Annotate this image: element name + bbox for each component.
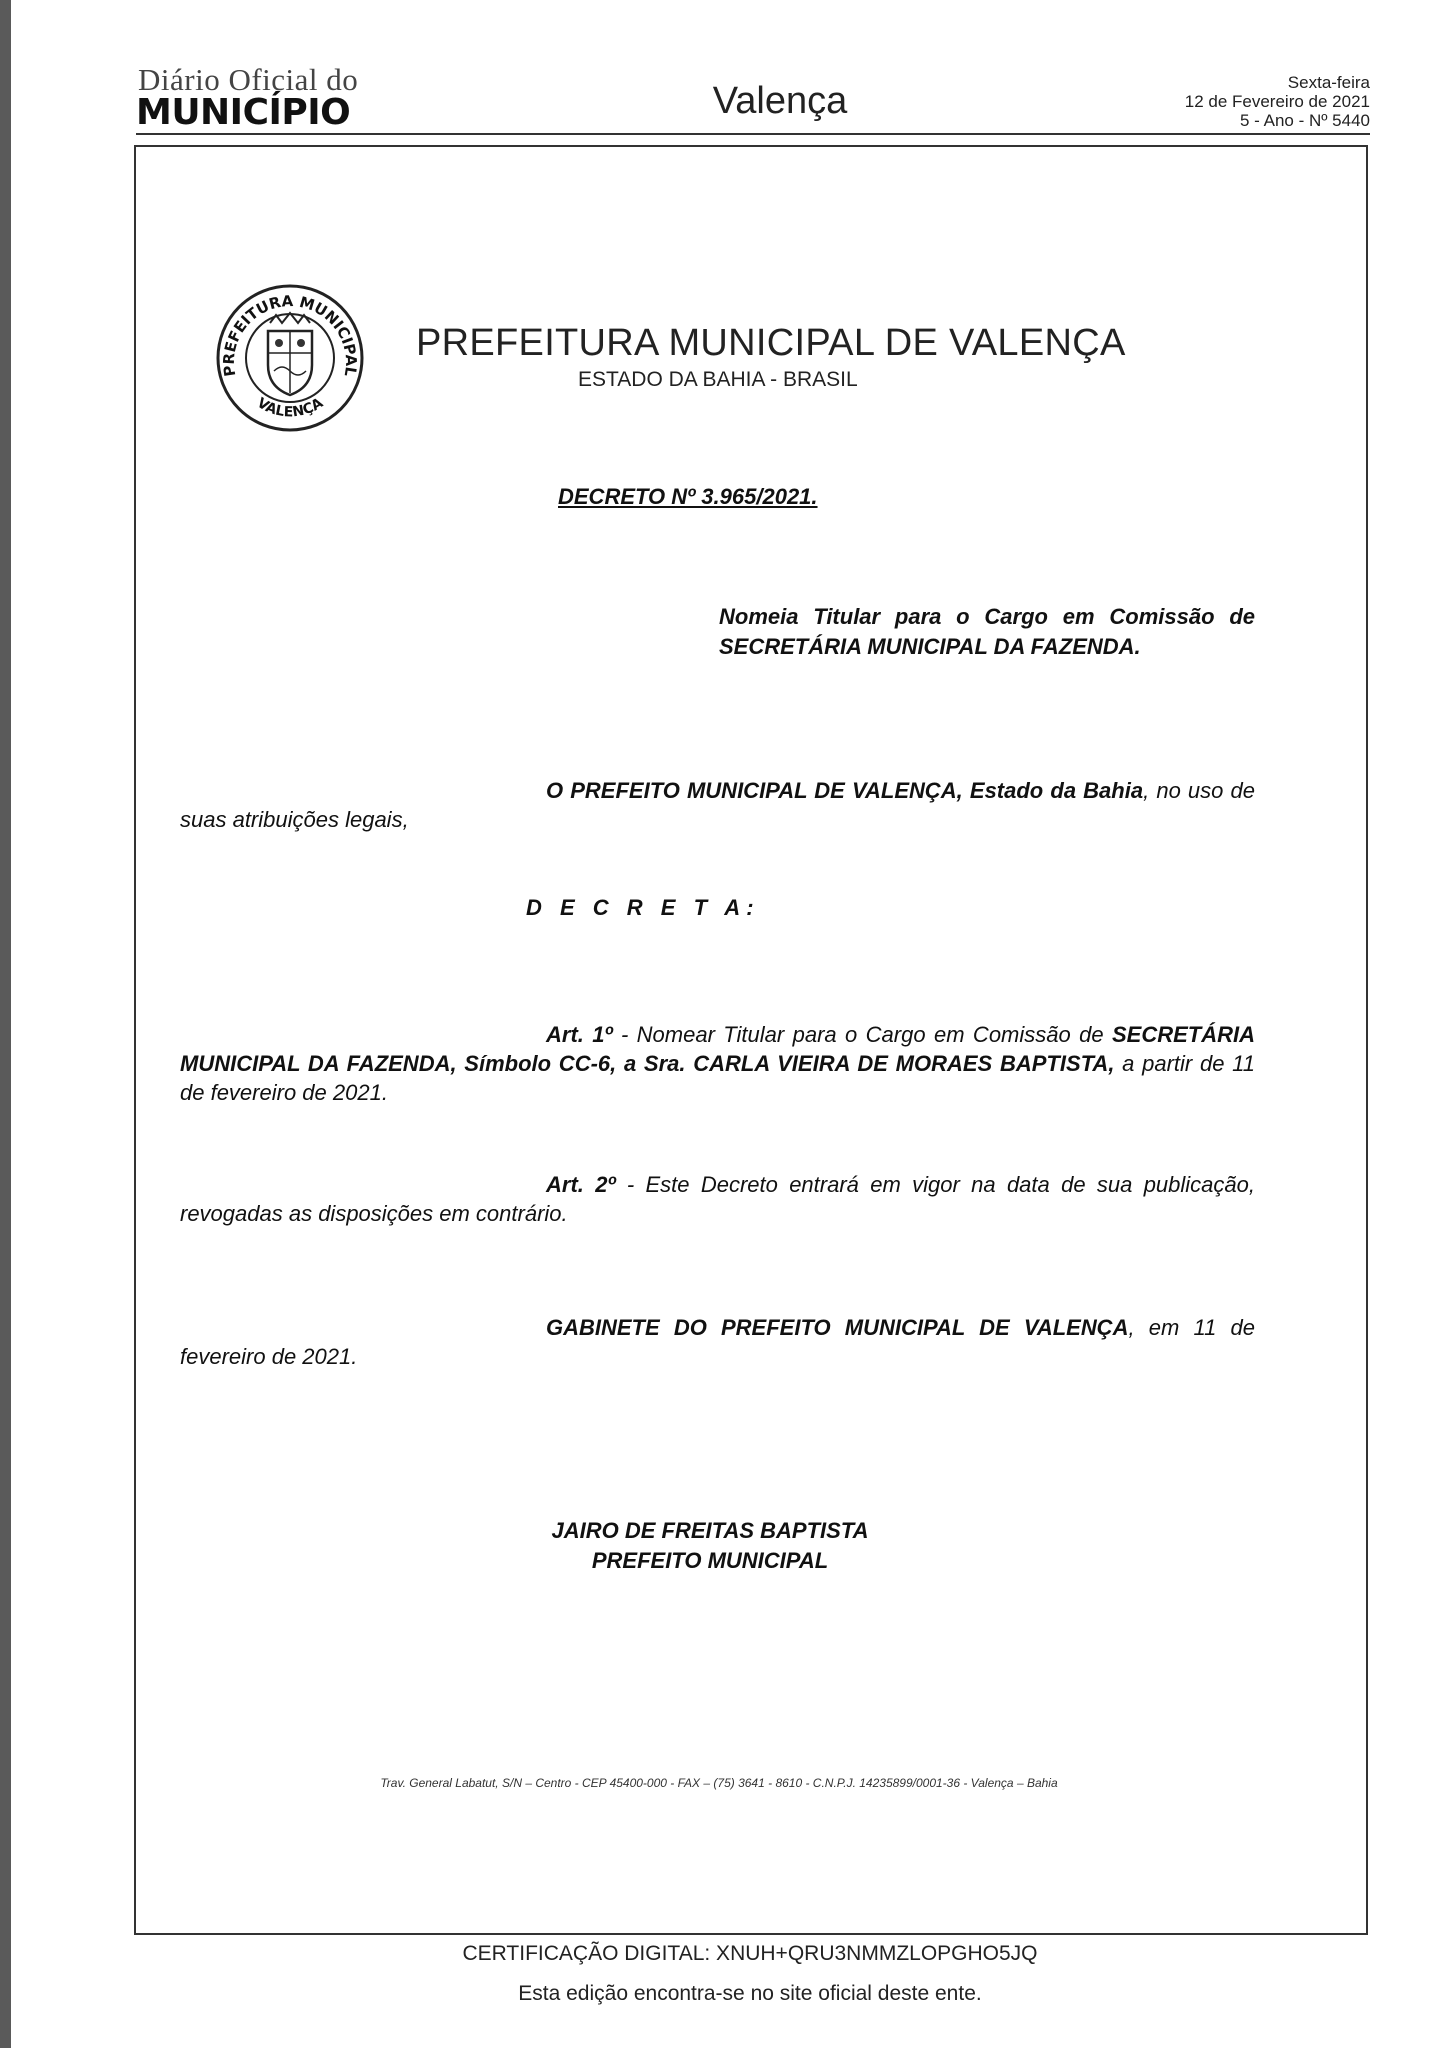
masthead-city: Valença <box>712 80 848 122</box>
decree-preamble <box>180 776 1255 834</box>
article-2-label: Art. 2º <box>546 1172 616 1197</box>
masthead-issue-info <box>1185 73 1370 130</box>
footer-address: Trav. General Labatut, S/N – Centro - CEP 45400-000 - FAX – (75) 3641 - 8610 - C.N.P.J. 14235899/0001-36 - Valença – Bahia <box>380 1776 1058 1790</box>
preamble-bold: O PREFEITO MUNICIPAL DE VALENÇA, Estado da Bahia <box>546 778 1144 803</box>
article-2-text: - Este Decreto entrará em vigor na data de sua publicação, revogadas as disposições em contrário. <box>180 1172 1255 1226</box>
signature-block <box>380 1516 1040 1576</box>
preamble-rest: , no uso de suas atribuições legais, <box>180 778 1255 832</box>
article-1-label: Art. 1º <box>546 1022 613 1047</box>
issue-weekday: Sexta-feira <box>1287 73 1370 92</box>
site-note: Esta edição encontra-se no site oficial deste ente. <box>518 1982 982 2005</box>
article-1 <box>180 1020 1255 1107</box>
signer-role: PREFEITO MUNICIPAL <box>591 1548 829 1573</box>
issue-edition: 5 - Ano - Nº 5440 <box>1239 111 1370 130</box>
seal-text-bottom: VALENÇA <box>254 395 326 421</box>
viewer-left-edge <box>0 0 11 2048</box>
decree-summary: Nomeia Titular para o Cargo em Comissão de SECRETÁRIA MUNICIPAL DA FAZENDA. <box>719 604 1255 659</box>
svg-text:VALENÇA <box>254 395 326 421</box>
signer-name: JAIRO DE FREITAS BAPTISTA <box>551 1518 869 1543</box>
masthead-rule <box>136 133 1370 135</box>
masthead-brand-line1: Diário Oficial do <box>138 62 359 97</box>
decreta-heading: D E C R E T A: <box>526 895 760 920</box>
masthead-brand-line2: MUNICÍPIO <box>136 92 351 133</box>
closing-bold: GABINETE DO PREFEITO MUNICIPAL DE VALENÇA <box>546 1315 1129 1340</box>
closing-rest: , em 11 de fevereiro de 2021. <box>180 1315 1255 1369</box>
issue-date: 12 de Fevereiro de 2021 <box>1184 92 1370 111</box>
decree-number: DECRETO Nº 3.965/2021. <box>558 484 818 509</box>
letterhead-subtitle: ESTADO DA BAHIA - BRASIL <box>578 368 858 391</box>
seal-text-top: PREFEITURA MUNICIPAL <box>219 292 361 378</box>
municipal-seal-icon <box>212 283 368 433</box>
closing-paragraph <box>180 1313 1255 1371</box>
article-2 <box>180 1170 1255 1228</box>
article-1-date: a partir de 11 de fevereiro de 2021. <box>180 1051 1255 1105</box>
article-1-text: - Nomear Titular para o Cargo em Comissão de <box>612 1022 1112 1047</box>
article-1-bold: SECRETÁRIA MUNICIPAL DA FAZENDA, Símbolo CC-6, a Sra. CARLA VIEIRA DE MORAES BAPTISTA, <box>180 1022 1256 1076</box>
digital-certification: CERTIFICAÇÃO DIGITAL: XNUH+QRU3NMMZLOPGHO5JQ <box>462 1942 1038 1965</box>
letterhead-title: PREFEITURA MUNICIPAL DE VALENÇA <box>416 322 1126 364</box>
